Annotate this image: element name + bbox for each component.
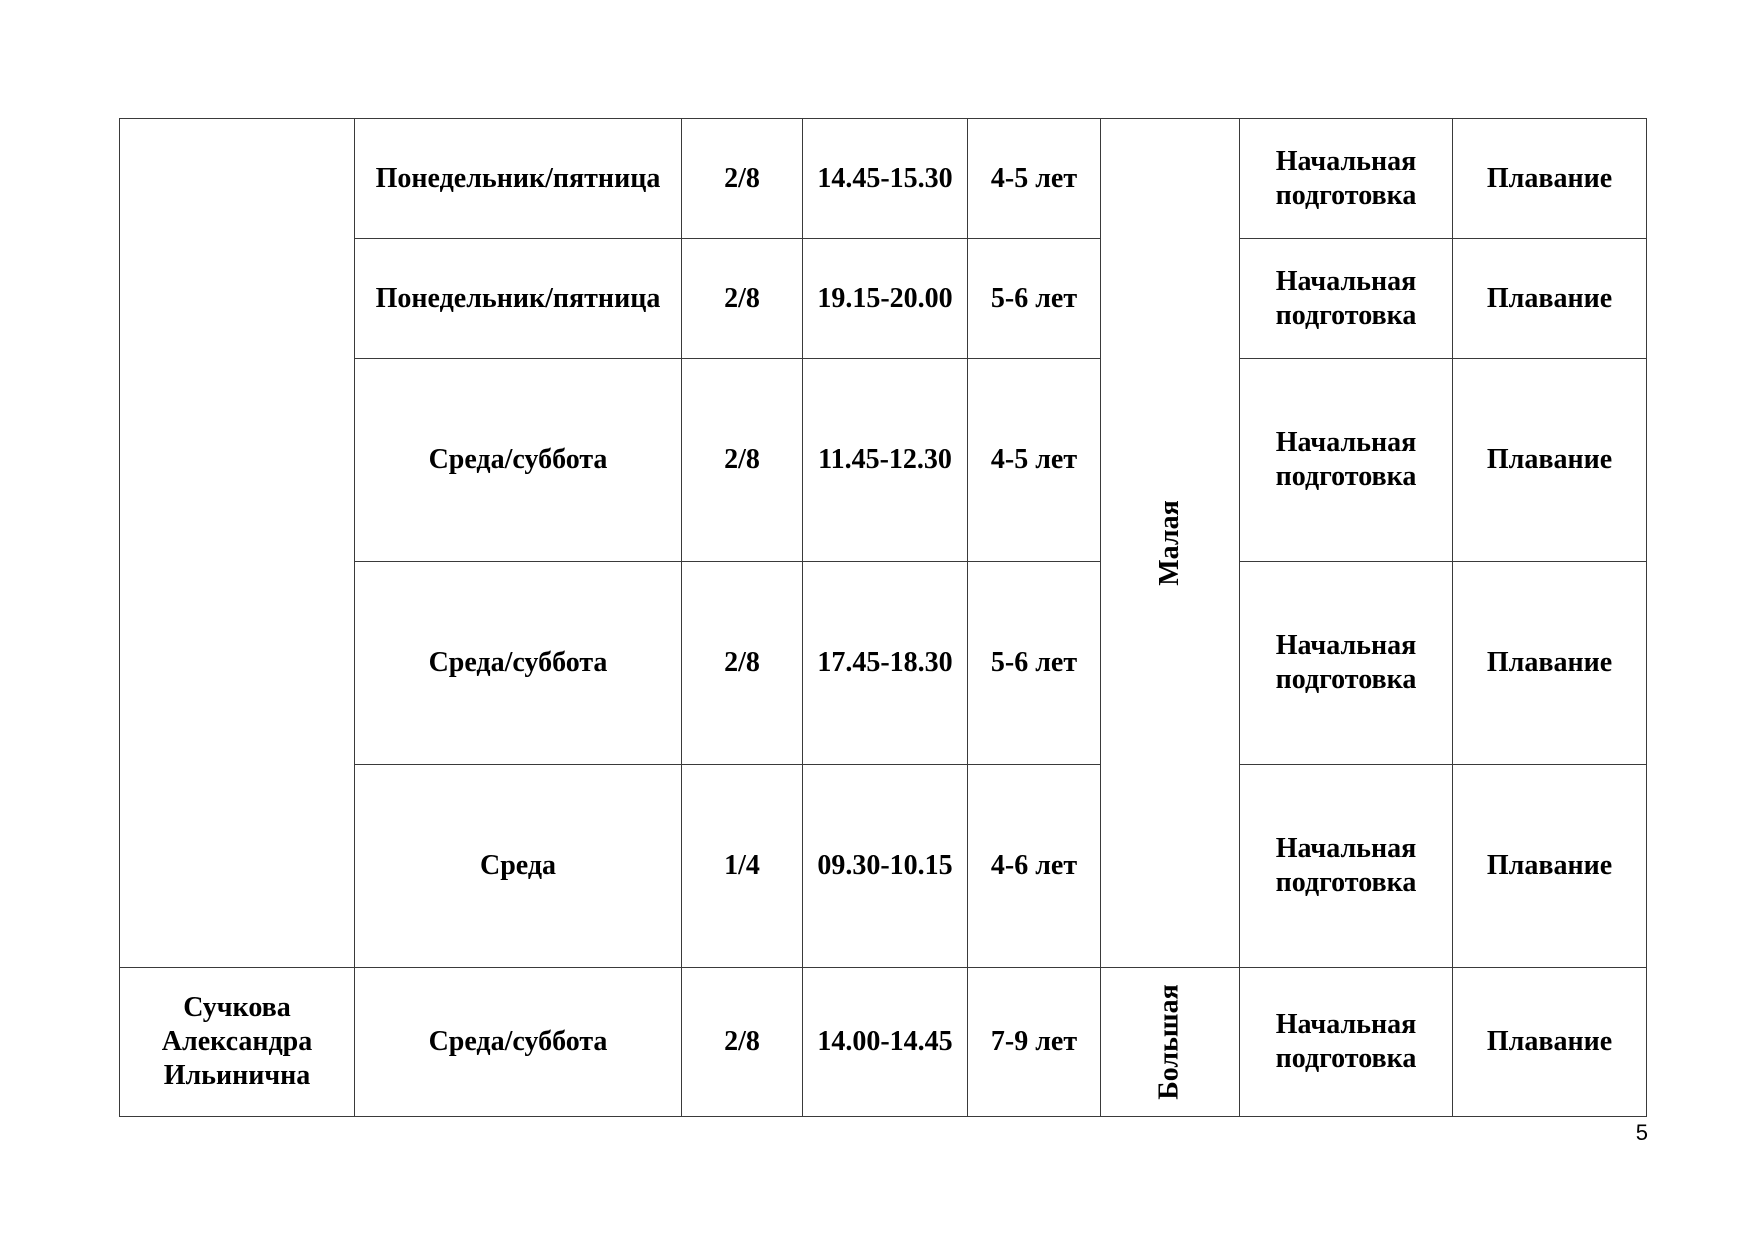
level-line: подготовка: [1275, 867, 1417, 898]
page-number: 5: [1635, 1120, 1648, 1145]
pool-cell: [1101, 968, 1240, 1117]
pool-label: Большая: [1153, 984, 1185, 1100]
age-cell: 4-5 лет: [968, 119, 1101, 239]
pool-label: Малая: [1154, 500, 1185, 586]
sport-cell: Плавание: [1453, 562, 1647, 765]
sport-cell: Плавание: [1453, 119, 1647, 239]
days-cell: Понедельник/пятница: [355, 239, 682, 359]
groups-cell: 1/4: [682, 765, 803, 968]
level-line: Начальная: [1275, 630, 1417, 661]
level-cell: [1240, 239, 1453, 359]
days-cell: Среда: [355, 765, 682, 968]
level-line: подготовка: [1275, 461, 1417, 492]
groups-cell: 2/8: [682, 359, 803, 562]
sport-cell: Плавание: [1453, 359, 1647, 562]
level-cell: [1240, 119, 1453, 239]
level-cell: [1240, 562, 1453, 765]
level-line: подготовка: [1275, 179, 1417, 211]
trainer-name-line: Ильинична: [163, 1060, 311, 1091]
age-cell: 5-6 лет: [968, 239, 1101, 359]
level-line: Начальная: [1275, 145, 1417, 177]
level-line: Начальная: [1275, 833, 1417, 864]
time-cell: 14.00-14.45: [803, 968, 968, 1117]
groups-cell: 2/8: [682, 119, 803, 239]
level-cell: [1240, 968, 1453, 1117]
level-line: Начальная: [1275, 265, 1417, 297]
age-cell: 4-5 лет: [968, 359, 1101, 562]
table-row: [120, 968, 1647, 1117]
time-cell: 09.30-10.15: [803, 765, 968, 968]
trainer-cell-empty: [120, 119, 355, 968]
level-line: подготовка: [1275, 664, 1417, 695]
groups-cell: 2/8: [682, 562, 803, 765]
table-row: [120, 119, 1647, 239]
trainer-name-line: Александра: [161, 1026, 313, 1057]
age-cell: 7-9 лет: [968, 968, 1101, 1117]
pool-cell: [1101, 119, 1240, 968]
level-line: подготовка: [1275, 299, 1417, 331]
level-cell: [1240, 359, 1453, 562]
days-cell: Среда/суббота: [355, 968, 682, 1117]
time-cell: 19.15-20.00: [803, 239, 968, 359]
level-line: Начальная: [1275, 427, 1417, 458]
trainer-name-line: Сучкова: [183, 992, 291, 1023]
level-line: подготовка: [1275, 1043, 1417, 1074]
groups-cell: 2/8: [682, 968, 803, 1117]
sport-cell: Плавание: [1453, 239, 1647, 359]
level-cell: [1240, 765, 1453, 968]
trainer-cell: [120, 968, 355, 1117]
time-cell: 14.45-15.30: [803, 119, 968, 239]
days-cell: Среда/суббота: [355, 359, 682, 562]
days-cell: Понедельник/пятница: [355, 119, 682, 239]
time-cell: 11.45-12.30: [803, 359, 968, 562]
schedule-table: [119, 118, 1647, 1117]
days-cell: Среда/суббота: [355, 562, 682, 765]
level-line: Начальная: [1275, 1009, 1417, 1040]
sport-cell: Плавание: [1453, 765, 1647, 968]
groups-cell: 2/8: [682, 239, 803, 359]
time-cell: 17.45-18.30: [803, 562, 968, 765]
age-cell: 5-6 лет: [968, 562, 1101, 765]
age-cell: 4-6 лет: [968, 765, 1101, 968]
sport-cell: Плавание: [1453, 968, 1647, 1117]
